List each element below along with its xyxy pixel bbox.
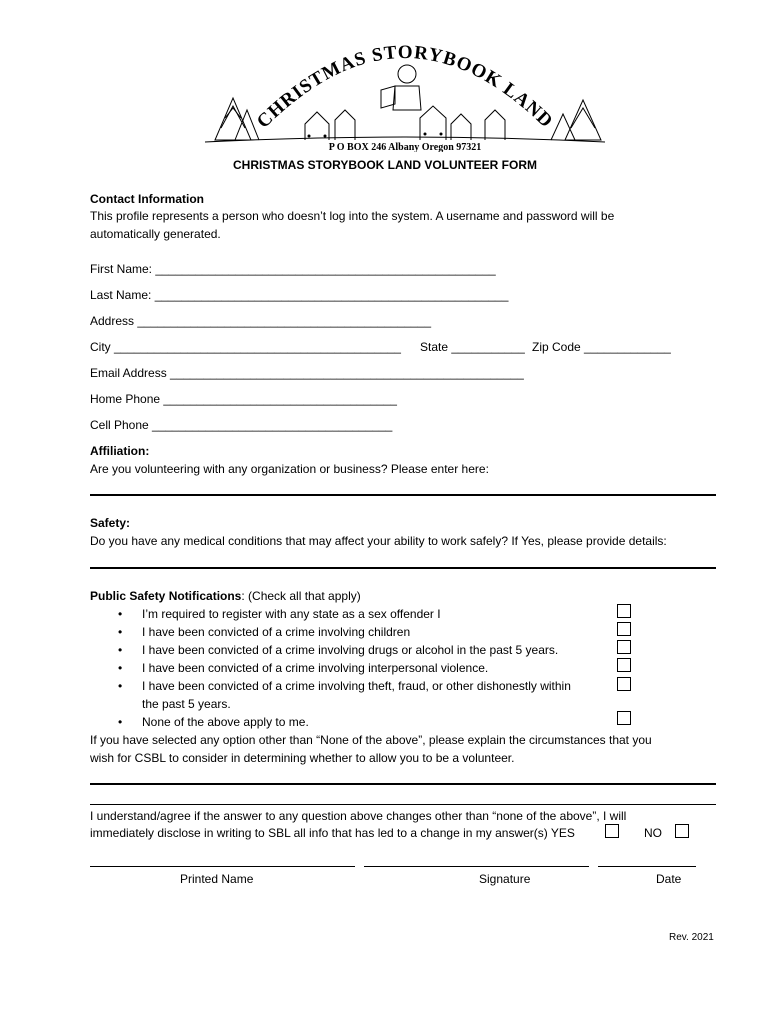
notification-checkbox-3[interactable] <box>617 640 631 654</box>
notification-item-label: I have been convicted of a crime involving children <box>142 625 411 639</box>
safety-answer-line[interactable] <box>90 567 716 569</box>
agreement-divider <box>90 804 716 805</box>
no-checkbox[interactable] <box>675 824 689 838</box>
safety-question: Do you have any medical conditions that may affect your ability to work safely? If Yes, please provide details: <box>90 534 667 548</box>
first-name-field[interactable]: First Name: ___________________________________________________ <box>90 262 496 276</box>
no-label: NO <box>644 826 662 840</box>
signature-line[interactable] <box>364 866 589 867</box>
notification-checkbox-1[interactable] <box>617 604 631 618</box>
cell-phone-field[interactable]: Cell Phone ____________________________________ <box>90 418 393 432</box>
contact-desc-2: automatically generated. <box>90 227 221 241</box>
form-title: CHRISTMAS STORYBOOK LAND VOLUNTEER FORM <box>232 158 537 172</box>
city-field[interactable]: City ___________________________________________ <box>90 340 401 354</box>
safety-heading: Safety: <box>90 516 131 530</box>
notification-item-continuation: the past 5 years. <box>142 697 231 711</box>
notification-checkbox-5[interactable] <box>617 677 631 691</box>
notifications-heading: Public Safety Notifications <box>90 589 242 603</box>
logo-arc-text: CHRISTMAS STORYBOOK LAND <box>252 41 558 133</box>
address-field[interactable]: Address ____________________________________________ <box>90 314 432 328</box>
logo-address: P O BOX 246 Albany Oregon 97321 <box>328 142 482 152</box>
notifications-heading-suffix: : (Check all that apply) <box>241 589 361 603</box>
date-line[interactable] <box>598 866 696 867</box>
agreement-line-1: I understand/agree if the answer to any question above changes other than “none of the above”, I will <box>90 809 627 823</box>
contact-desc-1: This profile represents a person who doesn’t log into the system. A username and password will be <box>90 209 615 223</box>
notification-checkbox-4[interactable] <box>617 658 631 672</box>
storybook-land-logo <box>195 28 615 152</box>
notification-item-label: I have been convicted of a crime involving theft, fraud, or other dishonestly within <box>142 679 571 693</box>
affiliation-answer-line[interactable] <box>90 494 716 496</box>
zip-field[interactable]: Zip Code _____________ <box>532 340 671 354</box>
state-field[interactable]: State ___________ <box>420 340 525 354</box>
yes-checkbox[interactable] <box>605 824 619 838</box>
bullet: • <box>118 607 123 621</box>
notification-item-label: I’m required to register with any state as a sex offender I <box>142 607 441 621</box>
last-name-field[interactable]: Last Name: _____________________________________________________ <box>90 288 509 302</box>
explain-answer-line[interactable] <box>90 783 716 785</box>
contact-heading: Contact Information <box>90 192 204 206</box>
home-phone-field[interactable]: Home Phone ___________________________________ <box>90 392 397 406</box>
notification-item-label: None of the above apply to me. <box>142 715 309 729</box>
notification-item-label: I have been convicted of a crime involving drugs or alcohol in the past 5 years. <box>142 643 559 657</box>
printed-name-label: Printed Name <box>180 872 254 886</box>
date-label: Date <box>656 872 682 886</box>
bullet: • <box>118 715 123 729</box>
affiliation-question: Are you volunteering with any organization or business? Please enter here: <box>90 462 489 476</box>
agreement-line-2: immediately disclose in writing to SBL all info that has led to a change in my answer(s) YES <box>90 826 575 840</box>
notifications-heading-row <box>90 589 361 603</box>
email-field[interactable]: Email Address _____________________________________________________ <box>90 366 524 380</box>
svg-text:CHRISTMAS STORYBOOK LAND <box>253 42 557 132</box>
bullet: • <box>118 661 123 675</box>
affiliation-heading: Affiliation: <box>90 444 150 458</box>
bullet: • <box>118 679 123 693</box>
bullet: • <box>118 643 123 657</box>
revision-label: Rev. 2021 <box>669 932 714 943</box>
notification-checkbox-2[interactable] <box>617 622 631 636</box>
printed-name-line[interactable] <box>90 866 355 867</box>
notification-checkbox-none[interactable] <box>617 711 631 725</box>
bullet: • <box>118 625 123 639</box>
signature-label: Signature <box>479 872 531 886</box>
notification-item-label: I have been convicted of a crime involving interpersonal violence. <box>142 661 489 675</box>
explain-text-2: wish for CSBL to consider in determining whether to allow you to be a volunteer. <box>90 751 515 765</box>
explain-text-1: If you have selected any option other than “None of the above”, please explain the circumstances that you <box>90 733 652 747</box>
